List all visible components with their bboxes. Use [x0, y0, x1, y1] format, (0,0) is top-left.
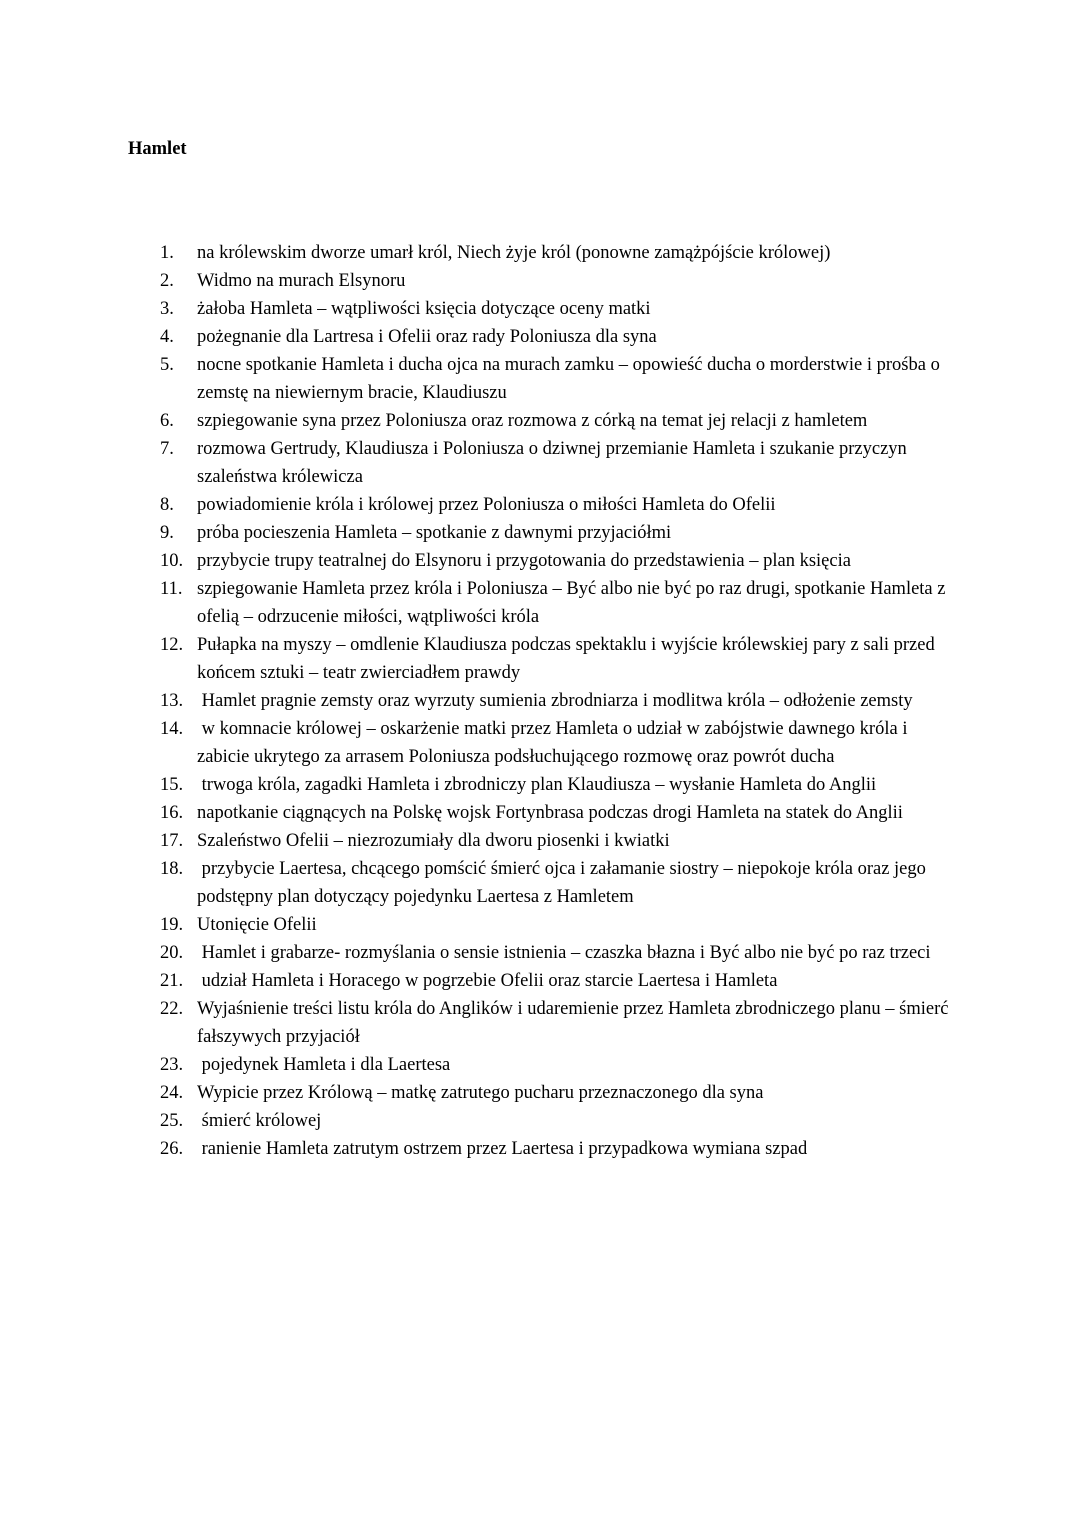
- item-text: przybycie trupy teatralnej do Elsynoru i przygotowania do przedstawienia – plan księcia: [197, 551, 851, 571]
- list-item: [160, 687, 1000, 715]
- item-text: udział Hamleta i Horacego w pogrzebie Ofelii oraz starcie Laertesa i Hamleta: [197, 971, 778, 991]
- plot-outline-list: [160, 239, 1000, 1163]
- item-text: pojedynek Hamleta i dla Laertesa: [197, 1055, 451, 1075]
- item-number: 17.: [160, 831, 184, 851]
- item-number: 4.: [160, 327, 174, 347]
- item-text: przybycie Laertesa, chcącego pomścić śmierć ojca i załamanie siostry – niepokoje króla oraz jego podstępny plan dotyczący pojedynku Laertesa z Hamletem: [197, 859, 931, 907]
- list-item: [160, 715, 1000, 771]
- list-item: [160, 1135, 1000, 1163]
- item-text: próba pocieszenia Hamleta – spotkanie z dawnymi przyjaciółmi: [197, 523, 672, 543]
- item-text: na królewskim dworze umarł król, Niech żyje król (ponowne zamążpójście królowej): [197, 243, 831, 263]
- item-number: 11.: [160, 579, 183, 599]
- list-item: [160, 547, 1000, 575]
- list-item: [160, 239, 1000, 267]
- item-number: 8.: [160, 495, 174, 515]
- item-number: 15.: [160, 775, 184, 795]
- list-item: [160, 855, 1000, 911]
- item-number: 7.: [160, 439, 174, 459]
- item-text: szpiegowanie syna przez Poloniusza oraz rozmowa z córką na temat jej relacji z hamletem: [197, 411, 868, 431]
- list-item: [160, 267, 1000, 295]
- item-text: Wypicie przez Królową – matkę zatrutego pucharu przeznaczonego dla syna: [197, 1083, 764, 1103]
- item-text: Wyjaśnienie treści listu króla do Anglików i udaremienie przez Hamleta zbrodniczego planu – śmierć fałszywych przyjaciół: [197, 999, 954, 1047]
- list-item: [160, 323, 1000, 351]
- list-item: [160, 1107, 1000, 1135]
- item-text: napotkanie ciągnących na Polskę wojsk Fortynbrasa podczas drogi Hamleta na statek do Anglii: [197, 803, 903, 823]
- item-text: w komnacie królowej – oskarżenie matki przez Hamleta o udział w zabójstwie dawnego króla i zabicie ukrytego za arrasem Poloniusza podsłuchującego rozmowę oraz powrót ducha: [197, 719, 913, 767]
- item-text: szpiegowanie Hamleta przez króla i Poloniusza – Być albo nie być po raz drugi, spotkanie Hamleta z ofelią – odrzucenie miłości, wątpliwości króla: [197, 579, 951, 627]
- list-item: [160, 631, 1000, 687]
- item-number: 18.: [160, 859, 184, 879]
- item-text: Hamlet i grabarze- rozmyślania o sensie istnienia – czaszka błazna i Być albo nie być po raz trzeci: [197, 943, 931, 963]
- list-item: [160, 911, 1000, 939]
- list-item: [160, 827, 1000, 855]
- item-number: 25.: [160, 1111, 184, 1131]
- list-item: [160, 519, 1000, 547]
- list-item: [160, 407, 1000, 435]
- list-item: [160, 575, 1000, 631]
- item-text: Szaleństwo Ofelii – niezrozumiały dla dworu piosenki i kwiatki: [197, 831, 670, 851]
- item-number: 20.: [160, 943, 184, 963]
- item-text: śmierć królowej: [197, 1111, 322, 1131]
- list-item: [160, 995, 1000, 1051]
- list-item: [160, 295, 1000, 323]
- item-number: 24.: [160, 1083, 184, 1103]
- item-number: 10.: [160, 551, 184, 571]
- list-item: [160, 351, 1000, 407]
- item-text: Hamlet pragnie zemsty oraz wyrzuty sumienia zbrodniarza i modlitwa króla – odłożenie zemsty: [197, 691, 913, 711]
- list-item: [160, 939, 1000, 967]
- item-number: 13.: [160, 691, 184, 711]
- item-text: Widmo na murach Elsynoru: [197, 271, 406, 291]
- item-text: Pułapka na myszy – omdlenie Klaudiusza podczas spektaklu i wyjście królewskiej pary z sali przed końcem sztuki – teatr zwierciadłem prawdy: [197, 635, 940, 683]
- item-number: 2.: [160, 271, 174, 291]
- item-text: powiadomienie króla i królowej przez Poloniusza o miłości Hamleta do Ofelii: [197, 495, 776, 515]
- list-item: [160, 799, 1000, 827]
- list-item: [160, 967, 1000, 995]
- item-text: nocne spotkanie Hamleta i ducha ojca na murach zamku – opowieść ducha o morderstwie i prośba o zemstę na niewiernym bracie, Klaudiuszu: [197, 355, 945, 403]
- item-number: 14.: [160, 719, 184, 739]
- list-item: [160, 435, 1000, 491]
- item-text: Utonięcie Ofelii: [197, 915, 317, 935]
- document-title: Hamlet: [128, 139, 187, 159]
- list-item: [160, 1051, 1000, 1079]
- item-number: 5.: [160, 355, 174, 375]
- item-text: pożegnanie dla Lartresa i Ofelii oraz rady Poloniusza dla syna: [197, 327, 657, 347]
- item-text: ranienie Hamleta zatrutym ostrzem przez Laertesa i przypadkowa wymiana szpad: [197, 1139, 808, 1159]
- item-number: 19.: [160, 915, 184, 935]
- item-number: 26.: [160, 1139, 184, 1159]
- item-number: 23.: [160, 1055, 184, 1075]
- item-number: 3.: [160, 299, 174, 319]
- item-number: 6.: [160, 411, 174, 431]
- item-number: 1.: [160, 243, 174, 263]
- list-item: [160, 1079, 1000, 1107]
- item-number: 21.: [160, 971, 184, 991]
- item-text: trwoga króla, zagadki Hamleta i zbrodniczy plan Klaudiusza – wysłanie Hamleta do Anglii: [197, 775, 877, 795]
- item-text: żałoba Hamleta – wątpliwości księcia dotyczące oceny matki: [197, 299, 651, 319]
- list-item: [160, 491, 1000, 519]
- item-number: 16.: [160, 803, 184, 823]
- list-item: [160, 771, 1000, 799]
- item-number: 9.: [160, 523, 174, 543]
- item-text: rozmowa Gertrudy, Klaudiusza i Poloniusza o dziwnej przemianie Hamleta i szukanie przyczyn szaleństwa królewicza: [197, 439, 912, 487]
- item-number: 22.: [160, 999, 184, 1019]
- item-number: 12.: [160, 635, 184, 655]
